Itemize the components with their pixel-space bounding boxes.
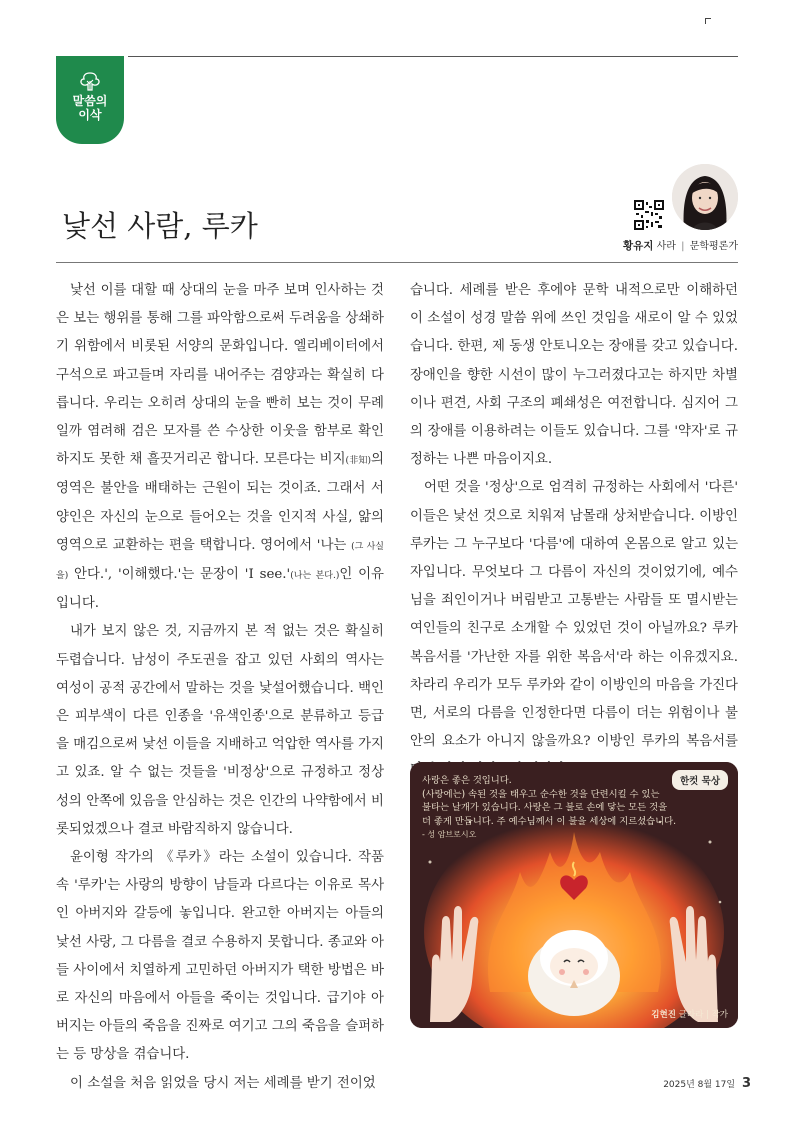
credit-separator: | [705, 1010, 709, 1020]
paragraph: 습니다. 세례를 받은 후에야 문학 내적으로만 이해하던 이 소설이 성경 말씀 위에 쓰인 것임을 새로이 알 수 있었습니다. 한편, 제 동생 안토니오는 장애를 갖고 있습니다. 장애인을 향한 시선이 많이 누그러졌다고는 하지만 차별이나 편견, 사회 구조의 폐쇄성은 여전합니다. 심지어 그의 장애를 이용하려는 이들도 있습니다. 그를 '약자'로 규정하는 나쁜 마음이지요. [410, 283, 738, 468]
quote-line: 사랑은 좋은 것입니다. [422, 775, 512, 786]
badge-line-1: 말씀의 [72, 94, 108, 108]
title-rule [56, 262, 738, 263]
author-byline [596, 237, 738, 253]
byline-separator: | [681, 241, 685, 252]
quote-source: - 성 암브로시오 [422, 830, 477, 839]
article-title: 낯선 사람, 루카 [62, 209, 258, 243]
text-run: 안다.', '이해했다.'는 문장이 'I see.' [68, 567, 291, 583]
body-column-left [56, 277, 384, 1098]
quote-line: 더 좋게 만듭니다. 주 예수님께서 이 불을 세상에 지르셨습니다. [422, 815, 677, 827]
credit-title: 작가 [711, 1010, 728, 1020]
page-number: 3 [741, 1076, 751, 1091]
section-badge [56, 56, 124, 144]
inline-note: (그 사실을) [56, 541, 384, 582]
author-name: 황유지 [622, 240, 654, 252]
paragraph: 어떤 것을 '정상'으로 엄격히 규정하는 사회에서 '다른' 이들은 낯선 것으로 치워져 남몰래 상처받습니다. 이방인 루카는 그 누구보다 '다름'에 대하여 온몸으로 알고 있는 자입니다. 무엇보다 그 다름이 자신의 것이었기에, 예수님을 죄인이거나 버림받고 고통받는 사람들 또 멸시받는 여인들의 친구로 소개할 수 있었던 것이 아닐까요? 루카 복음서를 '가난한 자를 위한 복음서'라 하는 이유겠지요. 차라리 우리가 모두 루카와 같이 이방인의 마음을 가진다면, 서로의 다름을 인정한다면 다름이 더는 위험이나 불안의 요소가 아니지 않을까요? 이방인 루카의 복음서를 [410, 480, 738, 750]
text-run: 낯선 이를 대할 때 상대의 눈을 마주 보며 인사하는 것은 보는 행위를 통해 그를 파악함으로써 두려움을 상쇄하기 위함에서 비롯된 서양의 문화입니다. 엘리베이터에서 구석으로 파고들며 자리를 내어주는 겸양과는 확실히 다릅니다. 우리는 오히려 상대의 눈을 빤히 보는 것이 무례일까 염려해 검은 모자를 쓴 수상한 이웃을 함부로 확인하지도 못한 채 흘끗거리곤 합니다. 모른다는 비지 [56, 283, 384, 468]
credit-baptismal-name: 글라라 [678, 1010, 704, 1020]
tree-icon [77, 70, 103, 92]
qr-code-icon[interactable] [634, 200, 664, 230]
quote-line: (사랑에는) 속된 것을 태우고 순수한 것을 단련시킬 수 있는 [422, 788, 660, 800]
paragraph [56, 277, 384, 618]
hanja-note: (非知) [345, 456, 372, 467]
text-run: 의 영역은 불안을 배태하는 근원이 되는 것이죠. 그래서 서양인은 자신의 눈으로 들어오는 것을 인지적 사실, 앎의 영역으로 교환하는 편을 택합니다. 영어에서 '나는 [56, 452, 384, 553]
paragraph: 내가 보지 않은 것, 지금까지 본 적 없는 것은 확실히 두렵습니다. 남성이 주도권을 잡고 있던 사회의 역사는 여성이 공적 공간에서 말하는 것을 낯설어했습니다. 백인은 피부색이 다른 인종을 '유색인종'으로 분류하고 등급을 매김으로써 낯선 이들을 지배하고 억압한 역사를 가지고 있죠. 알 수 없는 것들을 '비정상'으로 규정하고 정상성의 안쪽에 있음을 안심하는 것은 인간의 나약함에서 비롯되었겠으나 결코 바람직하지 않습니다. [56, 624, 384, 837]
issue-date: 2025년 8월 17일 [663, 1080, 736, 1090]
paragraph: 윤이형 작가의 《루카》라는 소설이 있습니다. 작품 속 '루카'는 사랑의 방향이 남들과 다르다는 이유로 목사인 아버지와 갈등에 놓입니다. 완고한 아버지는 아들의 낯선 사랑, 그 다름을 결코 수용하지 못합니다. 종교와 아들 사이에서 치열하게 고민하던 아버지가 택한 방법은 바로 자신의 마음에서 아들을 죽이는 것입니다. 급기야 아버지는 아들의 죽음을 진짜로 여기고 그의 죽음을 슬퍼하는 등 망상을 겪습니다. [56, 850, 384, 1063]
author-avatar [672, 164, 738, 230]
inline-note: (나는 본다.) [290, 571, 340, 582]
quote-line: 불타는 날개가 있습니다. 사랑은 그 불로 손에 닿는 모든 것을 [422, 802, 668, 813]
illustration-credit [651, 1008, 728, 1020]
paragraph: 이 소설을 처음 읽었을 당시 저는 세례를 받기 전이었 [70, 1075, 376, 1091]
text-run: 인 이유입니다. [56, 567, 384, 612]
crop-mark [705, 18, 793, 88]
illustration-panel [410, 762, 738, 1028]
page-footer [663, 1076, 751, 1091]
author-baptismal-name: 사라 [656, 241, 676, 252]
author-title: 문학평론가 [689, 241, 738, 252]
illustration-quote [422, 774, 722, 842]
illustration-tag: 한컷 묵상 [672, 770, 728, 790]
credit-name: 김현진 [651, 1010, 676, 1020]
header-rule [128, 56, 738, 57]
badge-line-2: 이삭 [78, 108, 102, 122]
body-column-right [410, 277, 738, 785]
